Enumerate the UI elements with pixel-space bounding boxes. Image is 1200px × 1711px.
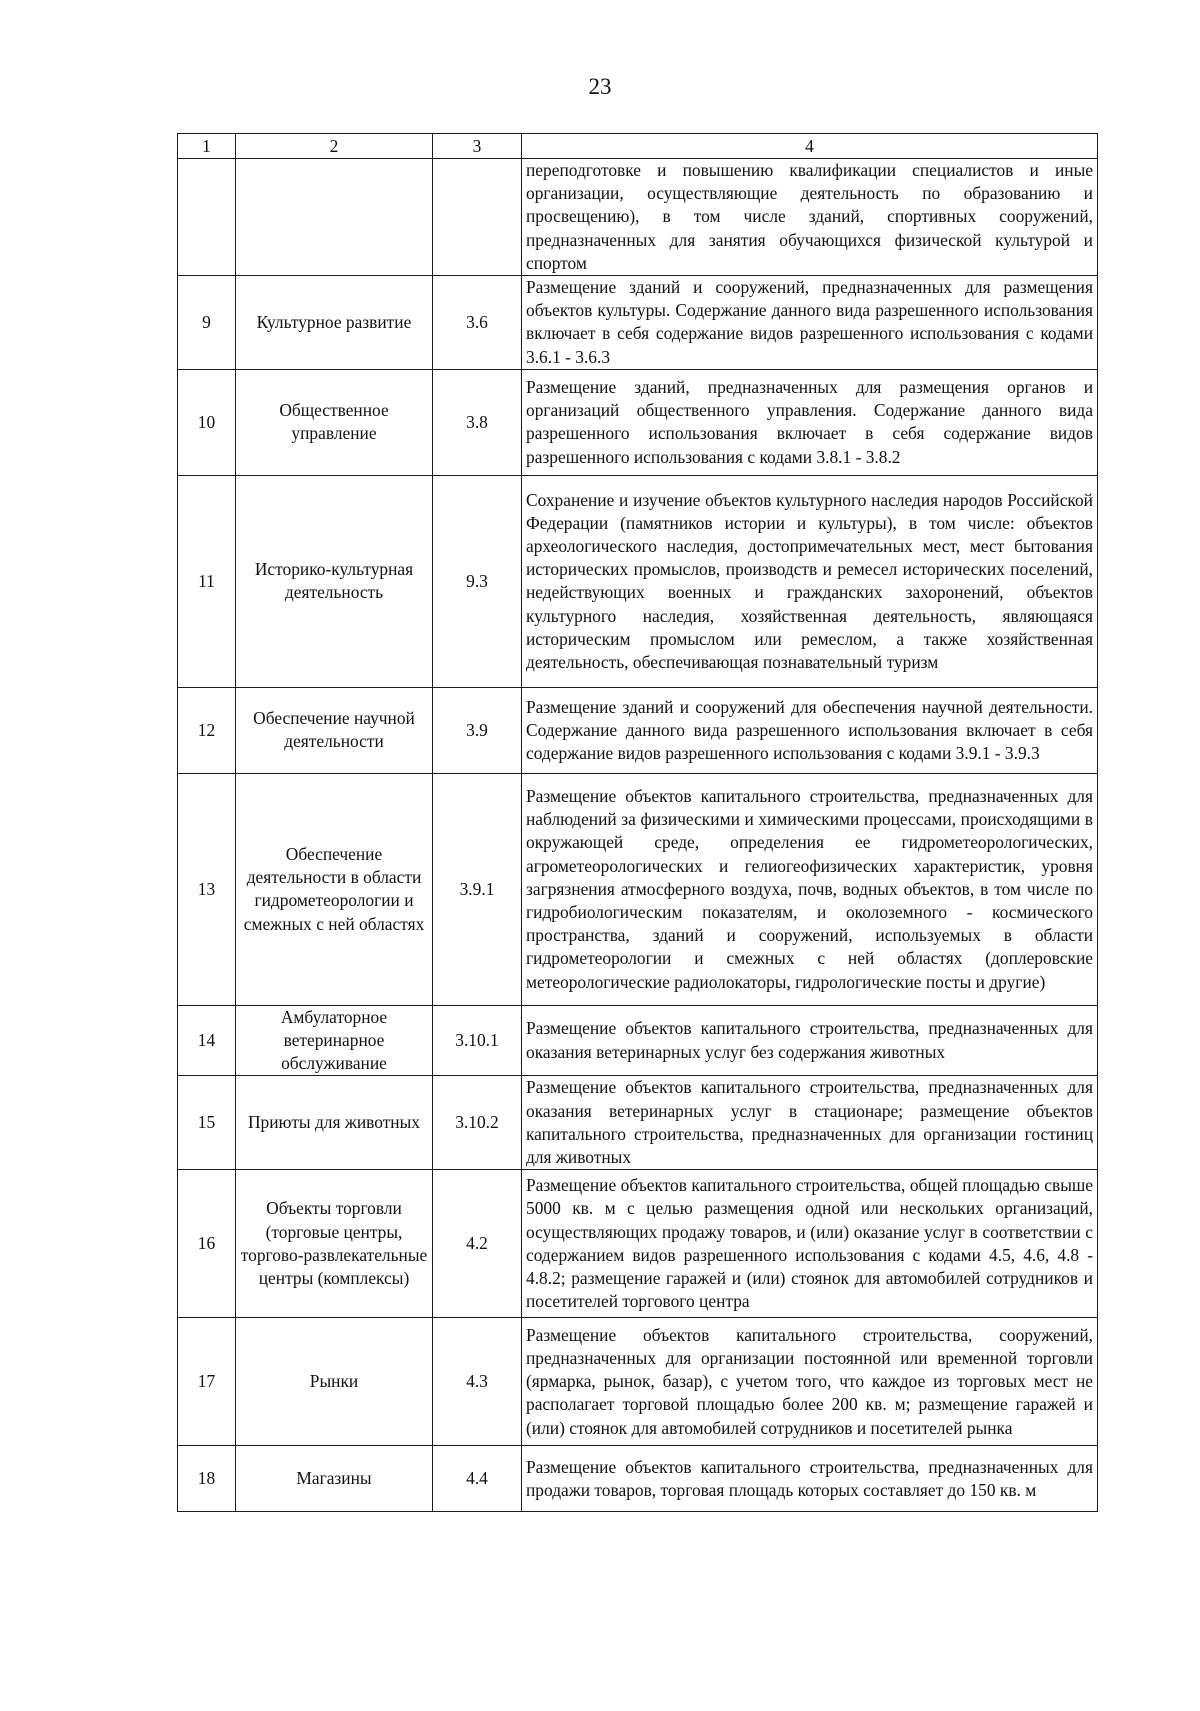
- row-number: 12: [178, 687, 236, 773]
- land-use-code: 3.8: [433, 369, 522, 475]
- land-use-code: 9.3: [433, 475, 522, 687]
- land-use-name: [236, 159, 433, 276]
- table-row: [178, 1170, 1098, 1318]
- land-use-name: Амбулаторное ветеринарное обслуживание: [236, 1005, 433, 1076]
- table-header-row: [178, 134, 1098, 159]
- land-use-description: переподготовке и повышению квалификации специалистов и иные организации, осуществляющие деятельность по образованию и просвещению), в том числе зданий, спортивных сооружений, предназначенных для занятия обучающихся физической культурой и спортом: [522, 159, 1098, 276]
- land-use-name: Историко-культурная деятельность: [236, 475, 433, 687]
- row-number: [178, 159, 236, 276]
- land-use-description: Сохранение и изучение объектов культурного наследия народов Российской Федерации (памятников истории и культуры), в том числе: объектов археологического наследия, достопримечательных мест, мест бытования исторических промыслов, производств и ремесел исторических поселений, недействующих военных и гражданских захоронений, объектов культурного наследия, хозяйственная деятельность, являющаяся историческим промыслом или ремеслом, а также хозяйственная деятельность, обеспечивающая познавательный туризм: [522, 475, 1098, 687]
- row-number: 15: [178, 1076, 236, 1170]
- land-use-name: Культурное развитие: [236, 276, 433, 370]
- column-header-4: 4: [522, 134, 1098, 159]
- land-use-description: Размещение объектов капитального строительства, общей площадью свыше 5000 кв. м с целью размещения одной или нескольких организаций, осуществляющих продажу товаров, и (или) оказание услуг в соответствии с содержанием видов разрешенного использования с кодами 4.5, 4.6, 4.8 - 4.8.2; размещение гаражей и (или) стоянок для автомобилей сотрудников и посетителей торгового центра: [522, 1170, 1098, 1318]
- land-use-code: 4.2: [433, 1170, 522, 1318]
- table-row: [178, 687, 1098, 773]
- land-use-description: Размещение объектов капитального строительства, предназначенных для оказания ветеринарных услуг без содержания животных: [522, 1005, 1098, 1076]
- land-use-code: 3.10.1: [433, 1005, 522, 1076]
- land-use-name: Приюты для животных: [236, 1076, 433, 1170]
- land-use-name: Магазины: [236, 1446, 433, 1512]
- land-use-code: 3.9: [433, 687, 522, 773]
- land-use-code: 3.6: [433, 276, 522, 370]
- table-row: [178, 773, 1098, 1005]
- column-header-3: 3: [433, 134, 522, 159]
- table-row: [178, 369, 1098, 475]
- land-use-description: Размещение зданий и сооружений для обеспечения научной деятельности. Содержание данного вида разрешенного использования включает в себя содержание видов разрешенного использования с кодами 3.9.1 - 3.9.3: [522, 687, 1098, 773]
- land-use-name: Объекты торговли (торговые центры, торгово-развлекательные центры (комплексы): [236, 1170, 433, 1318]
- table-row: [178, 276, 1098, 370]
- land-use-code: [433, 159, 522, 276]
- land-use-description: Размещение объектов капитального строительства, предназначенных для оказания ветеринарных услуг в стационаре; размещение объектов капитального строительства, предназначенных для организации гостиниц для животных: [522, 1076, 1098, 1170]
- land-use-name: Обеспечение научной деятельности: [236, 687, 433, 773]
- column-header-2: 2: [236, 134, 433, 159]
- land-use-description: Размещение объектов капитального строительства, сооружений, предназначенных для организации постоянной или временной торговли (ярмарка, рынок, базар), с учетом того, что каждое из торговых мест не располагает торговой площадью более 200 кв. м; размещение гаражей и (или) стоянок для автомобилей сотрудников и посетителей рынка: [522, 1318, 1098, 1446]
- row-number: 9: [178, 276, 236, 370]
- row-number: 10: [178, 369, 236, 475]
- row-number: 13: [178, 773, 236, 1005]
- land-use-table: [177, 133, 1098, 1512]
- land-use-name: Общественное управление: [236, 369, 433, 475]
- table-row: [178, 475, 1098, 687]
- row-number: 18: [178, 1446, 236, 1512]
- land-use-description: Размещение объектов капитального строительства, предназначенных для продажи товаров, торговая площадь которых составляет до 150 кв. м: [522, 1446, 1098, 1512]
- table-row: [178, 1318, 1098, 1446]
- land-use-name: Рынки: [236, 1318, 433, 1446]
- land-use-description: Размещение объектов капитального строительства, предназначенных для наблюдений за физическими и химическими процессами, происходящими в окружающей среде, определения ее гидрометеорологических, агрометеорологических и гелиогеофизических характеристик, уровня загрязнения атмосферного воздуха, почв, водных объектов, в том числе по гидробиологическим показателям, и околоземного - космического пространства, зданий и сооружений, используемых в области гидрометеорологии и смежных с ней областях (доплеровские метеорологические радиолокаторы, гидрологические посты и другие): [522, 773, 1098, 1005]
- table-row: [178, 1076, 1098, 1170]
- column-header-1: 1: [178, 134, 236, 159]
- row-number: 17: [178, 1318, 236, 1446]
- page-number: 23: [588, 74, 612, 99]
- land-use-code: 3.10.2: [433, 1076, 522, 1170]
- table-row: [178, 1446, 1098, 1512]
- land-use-name: Обеспечение деятельности в области гидрометеорологии и смежных с ней областях: [236, 773, 433, 1005]
- land-use-code: 4.4: [433, 1446, 522, 1512]
- land-use-description: Размещение зданий и сооружений, предназначенных для размещения объектов культуры. Содержание данного вида разрешенного использования включает в себя содержание видов разрешенного использования с кодами 3.6.1 - 3.6.3: [522, 276, 1098, 370]
- table-row: [178, 159, 1098, 276]
- row-number: 14: [178, 1005, 236, 1076]
- row-number: 16: [178, 1170, 236, 1318]
- row-number: 11: [178, 475, 236, 687]
- table-row: [178, 1005, 1098, 1076]
- land-use-code: 4.3: [433, 1318, 522, 1446]
- land-use-description: Размещение зданий, предназначенных для размещения органов и организаций общественного управления. Содержание данного вида разрешенного использования включает в себя содержание видов разрешенного использования с кодами 3.8.1 - 3.8.2: [522, 369, 1098, 475]
- land-use-code: 3.9.1: [433, 773, 522, 1005]
